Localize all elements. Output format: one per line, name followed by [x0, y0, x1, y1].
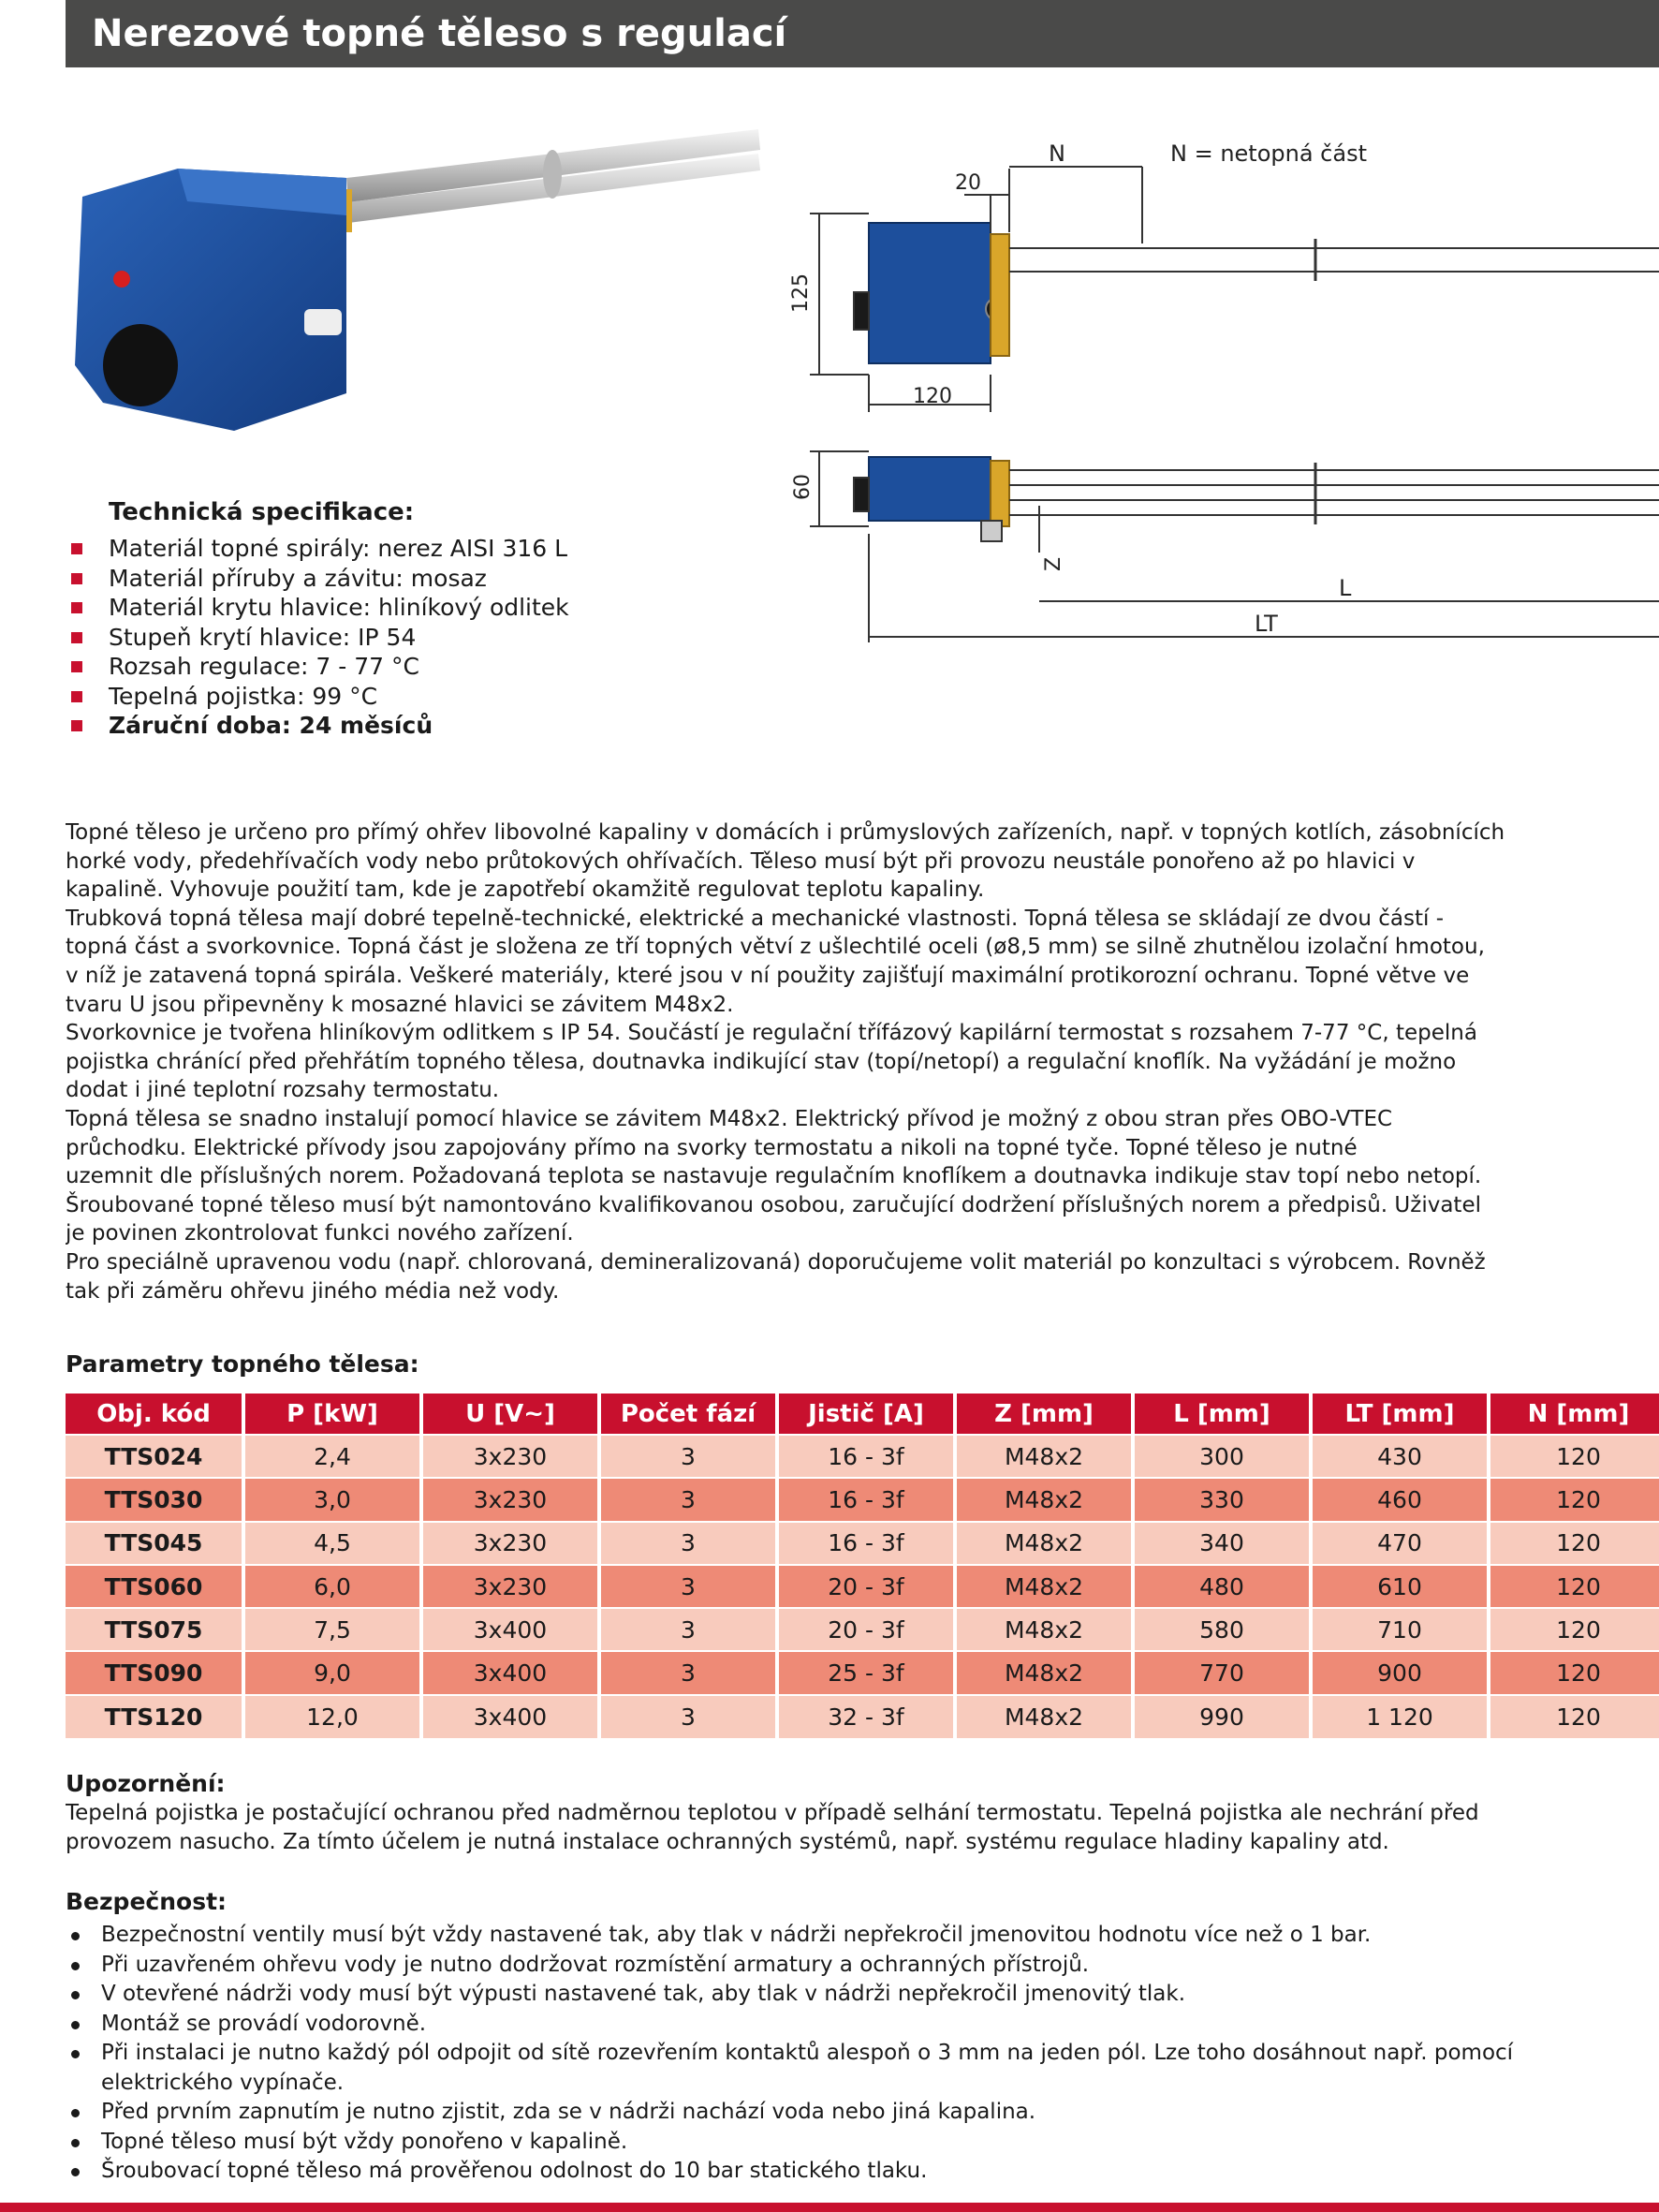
spec-item	[66, 534, 777, 564]
table-row	[66, 1695, 1659, 1738]
table-cell: 20 - 3f	[777, 1608, 955, 1651]
safety-item: Při instalaci je nutno každý pól odpojit od sítě rozevřením kontaktů alespoň o 3 mm na jeden pól. Lze toho dosáhnout např. pomocí elektrického vypínače.	[66, 2039, 1659, 2098]
table-cell: 990	[1133, 1695, 1311, 1738]
table-cell: 3	[599, 1608, 777, 1651]
table-cell: 120	[1489, 1522, 1659, 1565]
safety-item: V otevřené nádrži vody musí být výpusti nastavené tak, aby tlak v nádrži nepřekročil jmenovitý tlak.	[66, 1980, 1659, 2010]
table-cell: 3	[599, 1435, 777, 1478]
table-cell: 3	[599, 1695, 777, 1738]
dim-60-label: 60	[791, 474, 815, 500]
table-cell: 3x230	[421, 1435, 599, 1478]
bullet-square-icon	[71, 720, 82, 731]
table-cell: 3	[599, 1565, 777, 1608]
safety-item: Před prvním zapnutím je nutno zjistit, zda se v nádrži nachází voda nebo jiná kapalina.	[66, 2098, 1659, 2128]
description-line: průchodku. Elektrické přívody jsou zapojovány přímo na svorky termostatu a nikoli na topné tyče. Topné těleso je nutné	[66, 1135, 1358, 1160]
spec-list	[66, 534, 777, 741]
table-cell: 120	[1489, 1608, 1659, 1651]
spec-item-warranty	[66, 711, 777, 741]
spec-item	[66, 652, 777, 682]
bullet-square-icon	[71, 602, 82, 613]
spec-item-text: Materiál topné spirály: nerez AISI 316 L	[109, 535, 568, 562]
table-cell: 3	[599, 1478, 777, 1521]
safety-item: Šroubovací topné těleso má prověřenou odolnost do 10 bar statického tlaku.	[66, 2157, 1659, 2187]
description-line: horké vody, předehřívačích vody nebo průtokových ohřívačích. Těleso musí být při provozu neustále ponořeno až po hlavici v	[66, 848, 1416, 874]
column-header: Jistič [A]	[777, 1394, 955, 1435]
description-line: uzemnit dle příslušných norem. Požadovaná teplota se nastavuje regulačním knoflíkem a doutnavka indikuje stav topí nebo netopí.	[66, 1164, 1482, 1189]
table-cell: 120	[1489, 1651, 1659, 1694]
dim-n-label: N	[1049, 140, 1065, 167]
table-cell: 20 - 3f	[777, 1565, 955, 1608]
control-head	[75, 169, 346, 431]
dim-z-label: Z	[1042, 556, 1065, 571]
table-cell: 120	[1489, 1435, 1659, 1478]
regulation-knob	[103, 324, 178, 406]
bullet-square-icon	[71, 691, 82, 702]
product-description	[66, 818, 1659, 1305]
table-cell: 900	[1311, 1651, 1489, 1694]
description-line: tak při záměru ohřevu jiného média než vody.	[66, 1278, 560, 1304]
spec-item-text: Materiál krytu hlavice: hliníkový odlitek	[109, 594, 569, 621]
table-cell: 16 - 3f	[777, 1522, 955, 1565]
table-cell: 120	[1489, 1478, 1659, 1521]
table-cell: 3,0	[243, 1478, 421, 1521]
table-cell: M48x2	[955, 1435, 1133, 1478]
table-cell: 300	[1133, 1435, 1311, 1478]
safety-item: Při uzavřeném ohřevu vody je nutno dodržovat rozmístění armatury a ochranných přístrojů.	[66, 1951, 1659, 1981]
table-cell: 580	[1133, 1608, 1311, 1651]
safety-item: Topné těleso musí být vždy ponořeno v kapalině.	[66, 2128, 1659, 2158]
column-header: Z [mm]	[955, 1394, 1133, 1435]
table-cell: 3x230	[421, 1565, 599, 1608]
table-row	[66, 1565, 1659, 1608]
column-header: P [kW]	[243, 1394, 421, 1435]
description-line: v níž je zatavená topná spirála. Veškeré materiály, které jsou v ní použity zajišťují maximální protikorozní ochranu. Topné větve ve	[66, 963, 1470, 988]
description-line: dodat i jiné teplotní rozsahy termostatu.	[66, 1078, 500, 1103]
description-line: kapalině. Vyhovuje použití tam, kde je zapotřebí okamžitě regulovat teplotu kapaliny.	[66, 877, 985, 903]
spec-item-text: Tepelná pojistka: 99 °C	[109, 682, 378, 710]
table-cell: 3x230	[421, 1522, 599, 1565]
table-cell: 3	[599, 1651, 777, 1694]
page-title: Nerezové topné těleso s regulací	[66, 0, 1659, 67]
spec-item-text: Rozsah regulace: 7 - 77 °C	[109, 653, 419, 680]
technical-drawing	[768, 112, 1659, 656]
table-cell: 3x400	[421, 1651, 599, 1694]
table-cell: 1 120	[1311, 1695, 1489, 1738]
table-cell: 480	[1133, 1565, 1311, 1608]
column-header: N [mm]	[1489, 1394, 1659, 1435]
table-cell: M48x2	[955, 1478, 1133, 1521]
table-cell: 610	[1311, 1565, 1489, 1608]
description-line: je povinen zkontrolovat funkci nového zařízení.	[66, 1221, 574, 1246]
table-cell: TTS090	[66, 1651, 243, 1694]
table-row	[66, 1522, 1659, 1565]
dim-20-label: 20	[955, 171, 981, 195]
table-cell: 710	[1311, 1608, 1489, 1651]
table-cell: 470	[1311, 1522, 1489, 1565]
table-cell: TTS030	[66, 1478, 243, 1521]
table-cell: M48x2	[955, 1651, 1133, 1694]
table-cell: TTS060	[66, 1565, 243, 1608]
table-cell: 7,5	[243, 1608, 421, 1651]
bottom-rule	[0, 2203, 1659, 2212]
table-cell: 16 - 3f	[777, 1478, 955, 1521]
safety-section	[66, 1888, 1659, 2187]
table-cell: 120	[1489, 1565, 1659, 1608]
table-cell: 340	[1133, 1522, 1311, 1565]
table-row	[66, 1608, 1659, 1651]
table-cell: 460	[1311, 1478, 1489, 1521]
cable-gland	[304, 309, 342, 335]
table-cell: 3x230	[421, 1478, 599, 1521]
safety-list	[66, 1921, 1659, 2187]
table-cell: 3x400	[421, 1608, 599, 1651]
description-line: Trubková topná tělesa mají dobré tepelně-technické, elektrické a mechanické vlastnosti. Topná tělesa se skládají ze dvou částí -	[66, 906, 1444, 931]
table-cell: 120	[1489, 1695, 1659, 1738]
dim-125-label: 125	[789, 273, 813, 313]
spec-title: Technická specifikace:	[109, 498, 415, 526]
description-line: topná část a svorkovnice. Topná část je složena ze tří topných větví z ušlechtilé oceli (ø8,5 mm) se silně zhutnělou izolační hmotou,	[66, 935, 1485, 960]
spec-item	[66, 593, 777, 623]
parameters-table	[66, 1394, 1659, 1738]
table-row	[66, 1651, 1659, 1694]
product-photo	[66, 112, 768, 450]
table-cell: TTS045	[66, 1522, 243, 1565]
description-line: Pro speciálně upravenou vodu (např. chlorovaná, demineralizovaná) doporučujeme volit materiál po konzultaci s výrobcem. Rovněž	[66, 1249, 1486, 1275]
table-header-row	[66, 1394, 1659, 1435]
column-header: L [mm]	[1133, 1394, 1311, 1435]
safety-title: Bezpečnost:	[66, 1888, 228, 1915]
table-cell: 770	[1133, 1651, 1311, 1694]
safety-item: Montáž se provádí vodorovně.	[66, 2010, 1659, 2040]
safety-item: Bezpečnostní ventily musí být vždy nastavené tak, aby tlak v nádrži nepřekročil jmenovitou hodnotu více než o 1 bar.	[66, 1921, 1659, 1951]
description-line: pojistka chránící před přehřátím topného tělesa, doutnavka indikující stav (topí/netopí) a regulační knoflík. Na vyžádání je možno	[66, 1049, 1457, 1074]
spec-item-text: Stupeň krytí hlavice: IP 54	[109, 623, 417, 651]
table-cell: 4,5	[243, 1522, 421, 1565]
bullet-square-icon	[71, 573, 82, 584]
spec-item	[66, 682, 777, 712]
dim-l-label: L	[1339, 575, 1352, 601]
bullet-square-icon	[71, 632, 82, 643]
table-cell: 9,0	[243, 1651, 421, 1694]
column-header: U [V~]	[421, 1394, 599, 1435]
table-row	[66, 1478, 1659, 1521]
dim-lt-label: LT	[1255, 611, 1278, 637]
dim-120-label: 120	[913, 385, 952, 408]
warning-line: Tepelná pojistka je postačující ochranou před nadměrnou teplotou v případě selhání termostatu. Tepelná pojistka ale nechrání před	[66, 1801, 1479, 1825]
diagram-legend: N = netopná část	[1170, 140, 1367, 167]
column-header: Počet fází	[599, 1394, 777, 1435]
table-cell: 6,0	[243, 1565, 421, 1608]
table-cell: M48x2	[955, 1608, 1133, 1651]
table-cell: 2,4	[243, 1435, 421, 1478]
spec-item-text: Záruční doba: 24 měsíců	[109, 712, 433, 739]
table-cell: M48x2	[955, 1522, 1133, 1565]
column-header: LT [mm]	[1311, 1394, 1489, 1435]
spec-item	[66, 623, 777, 653]
table-cell: 330	[1133, 1478, 1311, 1521]
bullet-square-icon	[71, 661, 82, 672]
table-cell: 430	[1311, 1435, 1489, 1478]
table-cell: TTS120	[66, 1695, 243, 1738]
table-cell: 32 - 3f	[777, 1695, 955, 1738]
description-line: tvaru U jsou připevněny k mosazné hlavici se závitem M48x2.	[66, 992, 734, 1017]
table-cell: TTS075	[66, 1608, 243, 1651]
spec-item-text: Materiál příruby a závitu: mosaz	[109, 564, 487, 592]
description-line: Topná tělesa se snadno instalují pomocí hlavice se závitem M48x2. Elektrický přívod je možný z obou stran přes OBO-VTEC	[66, 1106, 1393, 1131]
table-cell: 16 - 3f	[777, 1435, 955, 1478]
description-line: Šroubované topné těleso musí být namontováno kvalifikovanou osobou, zaručující dodržení příslušných norem a předpisů. Uživatel	[66, 1192, 1481, 1217]
warning-section	[66, 1770, 1659, 1856]
technical-specification	[66, 498, 777, 741]
indicator-lamp-icon	[113, 271, 130, 288]
params-title: Parametry topného tělesa:	[66, 1350, 419, 1378]
column-header: Obj. kód	[66, 1394, 243, 1435]
description-line: Svorkovnice je tvořena hliníkovým odlitkem s IP 54. Součástí je regulační třífázový kapilární termostat s rozsahem 7-77 °C, tepelná	[66, 1021, 1477, 1046]
table-cell: M48x2	[955, 1695, 1133, 1738]
table-cell: 12,0	[243, 1695, 421, 1738]
table-cell: 3x400	[421, 1695, 599, 1738]
table-cell: 25 - 3f	[777, 1651, 955, 1694]
table-row	[66, 1435, 1659, 1478]
warning-title: Upozornění:	[66, 1770, 226, 1797]
table-cell: TTS024	[66, 1435, 243, 1478]
heating-rods	[346, 129, 760, 223]
bullet-square-icon	[71, 543, 82, 554]
table-cell: M48x2	[955, 1565, 1133, 1608]
description-line: Topné těleso je určeno pro přímý ohřev libovolné kapaliny v domácích i průmyslových zařízeních, např. v topných kotlích, zásobnících	[66, 820, 1505, 845]
spec-item	[66, 564, 777, 594]
warning-line: provozem nasucho. Za tímto účelem je nutná instalace ochranných systémů, např. systému regulace hladiny kapaliny atd.	[66, 1829, 1389, 1854]
table-cell: 3	[599, 1522, 777, 1565]
